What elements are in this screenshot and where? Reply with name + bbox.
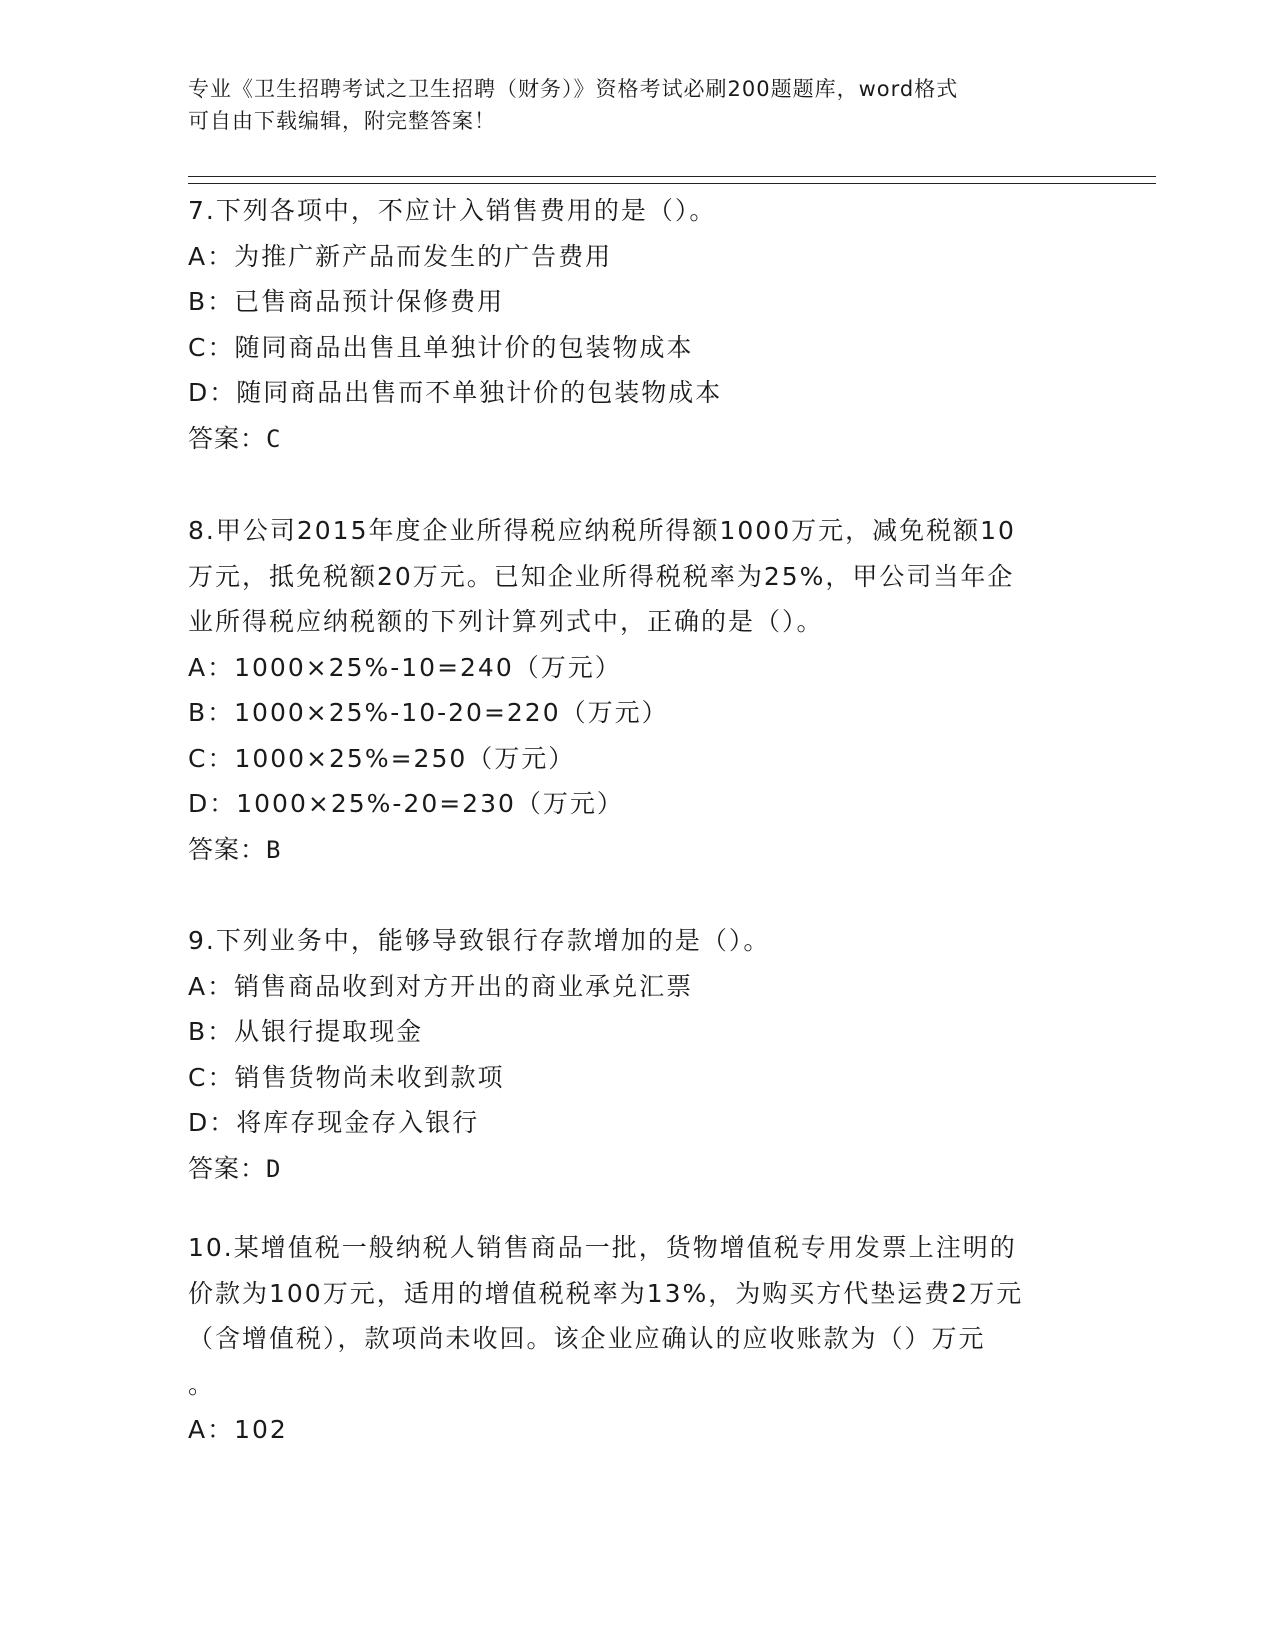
option-a: A：102 bbox=[188, 1415, 288, 1444]
question-stem-line-2: 万元，抵免税额20万元。已知企业所得税税率为25%，甲公司当年企 bbox=[188, 561, 1015, 591]
question-7 bbox=[188, 188, 1088, 462]
header-divider-top bbox=[188, 176, 1156, 177]
answer-label: 答案： bbox=[188, 1153, 267, 1183]
question-9 bbox=[188, 918, 1088, 1192]
option-b: B：1000×25%-10-20=220（万元） bbox=[188, 698, 669, 727]
answer-label: 答案： bbox=[188, 834, 267, 864]
option-c: C：随同商品出售且单独计价的包装物成本 bbox=[188, 332, 694, 362]
question-stem-line-4: 。 bbox=[188, 1369, 216, 1399]
option-c: C：销售货物尚未收到款项 bbox=[188, 1062, 505, 1092]
answer-value: D bbox=[266, 1154, 283, 1183]
option-a: A：销售商品收到对方开出的商业承兑汇票 bbox=[188, 971, 694, 1001]
option-a: A：为推广新产品而发生的广告费用 bbox=[188, 241, 613, 271]
option-d: D：将库存现金存入银行 bbox=[188, 1108, 480, 1137]
question-stem: 9.下列业务中，能够导致银行存款增加的是（）。 bbox=[188, 926, 771, 955]
answer bbox=[188, 416, 1088, 463]
document-header bbox=[188, 73, 1088, 137]
option-b: B：已售商品预计保修费用 bbox=[188, 287, 505, 316]
answer-value: B bbox=[266, 835, 283, 864]
question-stem: 7.下列各项中，不应计入销售费用的是（）。 bbox=[188, 196, 717, 225]
answer bbox=[188, 827, 1088, 874]
question-stem-line-3: 业所得税应纳税额的下列计算列式中，正确的是（）。 bbox=[188, 607, 824, 636]
question-10 bbox=[188, 1225, 1088, 1453]
answer-label: 答案： bbox=[188, 423, 267, 453]
header-line-1: 专业《卫生招聘考试之卫生招聘（财务）》资格考试必刷200题题库，word格式 bbox=[188, 77, 959, 101]
option-c: C：1000×25%=250（万元） bbox=[188, 743, 576, 773]
question-stem-line-1: 10.某增值税一般纳税人销售商品一批，货物增值税专用发票上注明的 bbox=[188, 1233, 1017, 1262]
question-8 bbox=[188, 508, 1088, 873]
question-stem-line-2: 价款为100万元，适用的增值税税率为13%，为购买方代垫运费2万元 bbox=[188, 1278, 1024, 1308]
option-a: A：1000×25%-10=240（万元） bbox=[188, 652, 622, 682]
answer bbox=[188, 1146, 1088, 1193]
answer-value: C bbox=[266, 424, 283, 453]
header-divider-bottom bbox=[188, 183, 1156, 184]
header-line-2: 可自由下载编辑，附完整答案！ bbox=[188, 109, 496, 133]
option-d: D：1000×25%-20=230（万元） bbox=[188, 789, 624, 818]
question-stem-line-1: 8.甲公司2015年度企业所得税应纳税所得额1000万元，减免税额10 bbox=[188, 516, 1016, 545]
option-b: B：从银行提取现金 bbox=[188, 1017, 424, 1046]
option-d: D：随同商品出售而不单独计价的包装物成本 bbox=[188, 378, 723, 407]
question-stem-line-3: （含增值税），款项尚未收回。该企业应确认的应收账款为（）万元 bbox=[188, 1324, 986, 1353]
